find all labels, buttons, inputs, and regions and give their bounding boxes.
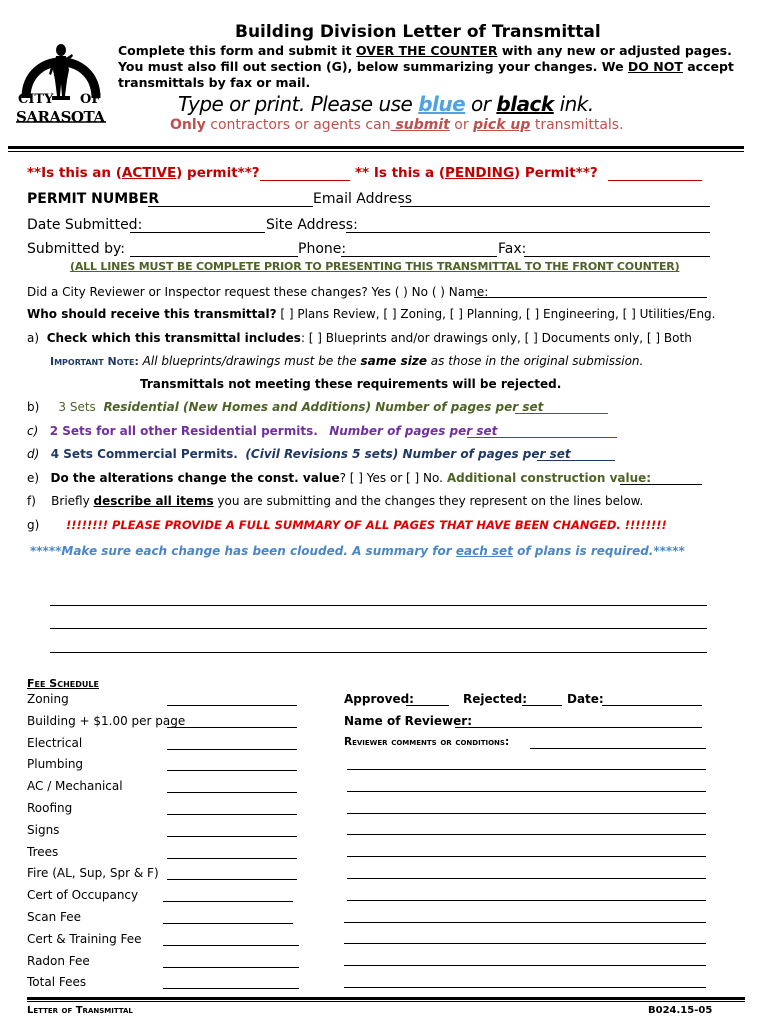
- question-e: e) Do the alterations change the const. value? [ ] Yes or [ ] No. Additional construction value:: [27, 471, 652, 485]
- footer-divider-thin: [27, 1001, 745, 1002]
- reviewer-comment-line[interactable]: [344, 987, 706, 988]
- logo-city-text: CITY: [18, 92, 54, 107]
- rejection-warning: Transmittals not meeting these requirements will be rejected.: [140, 377, 562, 391]
- question-a: a) Check which this transmittal includes: [ ] Blueprints and/or drawings only, [ ] Documents only, [ ] Both: [27, 331, 692, 345]
- reviewer-comments-label: Reviewer comments or conditions:: [344, 736, 510, 748]
- question-d-pages-field[interactable]: [537, 460, 615, 461]
- question-d: d) 4 Sets Commercial Permits. (Civil Revisions 5 sets) Number of pages per set: [27, 447, 571, 461]
- reviewer-comment-line[interactable]: [347, 900, 706, 901]
- fee-amount-field[interactable]: [167, 836, 297, 837]
- approved-label: Approved:: [344, 692, 414, 706]
- summary-line[interactable]: [50, 605, 707, 606]
- rejected-label: Rejected:: [463, 692, 528, 706]
- active-permit-field[interactable]: [260, 180, 350, 181]
- header-divider: [8, 146, 744, 149]
- question-b: b) 3 Sets Residential (New Homes and Additions) Number of pages per set: [27, 400, 544, 414]
- reviewer-comment-line[interactable]: [347, 791, 706, 792]
- fee-item-label: Cert & Training Fee: [27, 932, 142, 946]
- fee-amount-field[interactable]: [167, 705, 297, 706]
- fee-amount-field[interactable]: [167, 814, 297, 815]
- active-permit-question: **Is this an (ACTIVE) permit**?: [27, 165, 260, 181]
- clouded-notice: *****Make sure each change has been clouded. A summary for each set of plans is required.*****: [30, 544, 685, 558]
- summary-line[interactable]: [50, 628, 707, 629]
- all-lines-notice: (ALL LINES MUST BE COMPLETE PRIOR TO PRESENTING THIS TRANSMITTAL TO THE FRONT COUNTER): [70, 260, 680, 273]
- footer-form-name: Letter of Transmittal: [27, 1005, 133, 1016]
- pending-permit-field[interactable]: [608, 180, 702, 181]
- fee-item-label: Total Fees: [27, 975, 87, 989]
- reviewer-comment-line[interactable]: [344, 922, 706, 923]
- fee-item-label: Roofing: [27, 801, 73, 815]
- reviewer-comment-line[interactable]: [344, 965, 706, 966]
- reviewer-comment-line[interactable]: [347, 813, 706, 814]
- question-g: g) !!!!!!!! PLEASE PROVIDE A FULL SUMMARY OF ALL PAGES THAT HAVE BEEN CHANGED. !!!!!!!!: [27, 518, 667, 532]
- header-divider-thin: [8, 151, 744, 152]
- reviewer-name-label: Name of Reviewer:: [344, 714, 472, 728]
- fee-item-label: AC / Mechanical: [27, 779, 123, 793]
- fee-item-label: Radon Fee: [27, 954, 90, 968]
- date-label: Date:: [567, 692, 604, 706]
- permit-number-label: PERMIT NUMBER: [27, 191, 160, 207]
- fee-amount-field[interactable]: [163, 967, 299, 968]
- fee-amount-field[interactable]: [163, 901, 293, 902]
- permit-number-field[interactable]: [148, 206, 313, 207]
- logo-of-text: OF: [80, 92, 101, 107]
- question-c-pages-field[interactable]: [467, 437, 617, 438]
- reviewer-comment-line[interactable]: [347, 856, 706, 857]
- fee-item-label: Fire (AL, Sup, Spr & F): [27, 866, 159, 880]
- reviewer-comment-line[interactable]: [347, 878, 706, 879]
- additional-value-field[interactable]: [620, 484, 702, 485]
- fee-amount-field[interactable]: [167, 770, 297, 771]
- fee-item-label: Signs: [27, 823, 60, 837]
- reviewer-comments-field[interactable]: [530, 748, 706, 749]
- logo-sarasota-text: SARASOTA: [16, 108, 105, 126]
- fee-schedule-heading: Fee Schedule: [27, 677, 99, 690]
- fee-item-label: Building + $1.00 per page: [27, 714, 186, 728]
- fee-amount-field[interactable]: [163, 988, 299, 989]
- reviewer-name-field[interactable]: [474, 297, 707, 298]
- reviewer-comment-line[interactable]: [344, 943, 706, 944]
- fee-item-label: Scan Fee: [27, 910, 81, 924]
- site-address-label: Site Address:: [266, 217, 358, 233]
- date-submitted-field[interactable]: [130, 232, 265, 233]
- reviewer-name-entry[interactable]: [455, 727, 702, 728]
- fax-field[interactable]: [524, 256, 710, 257]
- summary-line[interactable]: [50, 652, 707, 653]
- page-title: Building Division Letter of Transmittal: [235, 22, 601, 42]
- important-note: Important Note: All blueprints/drawings must be the same size as those in the original submission.: [50, 354, 644, 368]
- fax-label: Fax:: [498, 241, 527, 257]
- question-c: c) 2 Sets for all other Residential permits. Number of pages per set: [27, 424, 498, 438]
- fee-amount-field[interactable]: [167, 727, 297, 728]
- who-receive-question: Who should receive this transmittal? [ ] Plans Review, [ ] Zoning, [ ] Planning, [ ] Engineering, [ ] Utilities/Eng.: [27, 307, 716, 321]
- email-field[interactable]: [400, 206, 710, 207]
- fee-item-label: Cert of Occupancy: [27, 888, 139, 902]
- reviewer-comment-line[interactable]: [347, 834, 706, 835]
- rejected-field[interactable]: [522, 705, 562, 706]
- submit-instruction: Only contractors or agents can submit or pick up transmittals.: [170, 117, 624, 133]
- fee-amount-field[interactable]: [167, 879, 297, 880]
- fee-item-label: Electrical: [27, 736, 83, 750]
- fee-amount-field[interactable]: [167, 792, 297, 793]
- question-f: f) Briefly describe all items you are submitting and the changes they represent on the lines below.: [27, 494, 644, 508]
- fee-amount-field[interactable]: [163, 923, 293, 924]
- phone-field[interactable]: [341, 256, 497, 257]
- review-date-field[interactable]: [602, 705, 702, 706]
- email-label: Email Address: [313, 191, 413, 207]
- footer-divider: [27, 997, 745, 1000]
- site-address-field[interactable]: [346, 232, 710, 233]
- pending-permit-question: ** Is this a (PENDING) Permit**?: [355, 165, 598, 181]
- city-of-sarasota-logo: [16, 30, 106, 135]
- reviewer-request-question: Did a City Reviewer or Inspector request these changes? Yes ( ) No ( ) Name:: [27, 285, 489, 299]
- reviewer-comment-line[interactable]: [347, 769, 706, 770]
- ink-instruction: Type or print. Please use blue or black ink.: [178, 92, 594, 116]
- fee-item-label: Zoning: [27, 692, 69, 706]
- date-submitted-label: Date Submitted:: [27, 217, 143, 233]
- fee-amount-field[interactable]: [167, 858, 297, 859]
- footer-form-code: B024.15-05: [648, 1005, 713, 1016]
- intro-text: Complete this form and submit it OVER THE COUNTER with any new or adjusted pages. You must also fill out section (G), below summarizing your changes. We DO NOT accept transmittals by fax or mail.: [118, 43, 734, 90]
- fee-amount-field[interactable]: [167, 749, 297, 750]
- approved-field[interactable]: [406, 705, 449, 706]
- fee-item-label: Trees: [27, 845, 59, 859]
- question-b-pages-field[interactable]: [515, 413, 608, 414]
- fee-item-label: Plumbing: [27, 757, 84, 771]
- submitted-by-field[interactable]: [130, 256, 298, 257]
- fee-amount-field[interactable]: [163, 945, 299, 946]
- submitted-by-label: Submitted by:: [27, 241, 125, 257]
- phone-label: Phone:: [298, 241, 347, 257]
